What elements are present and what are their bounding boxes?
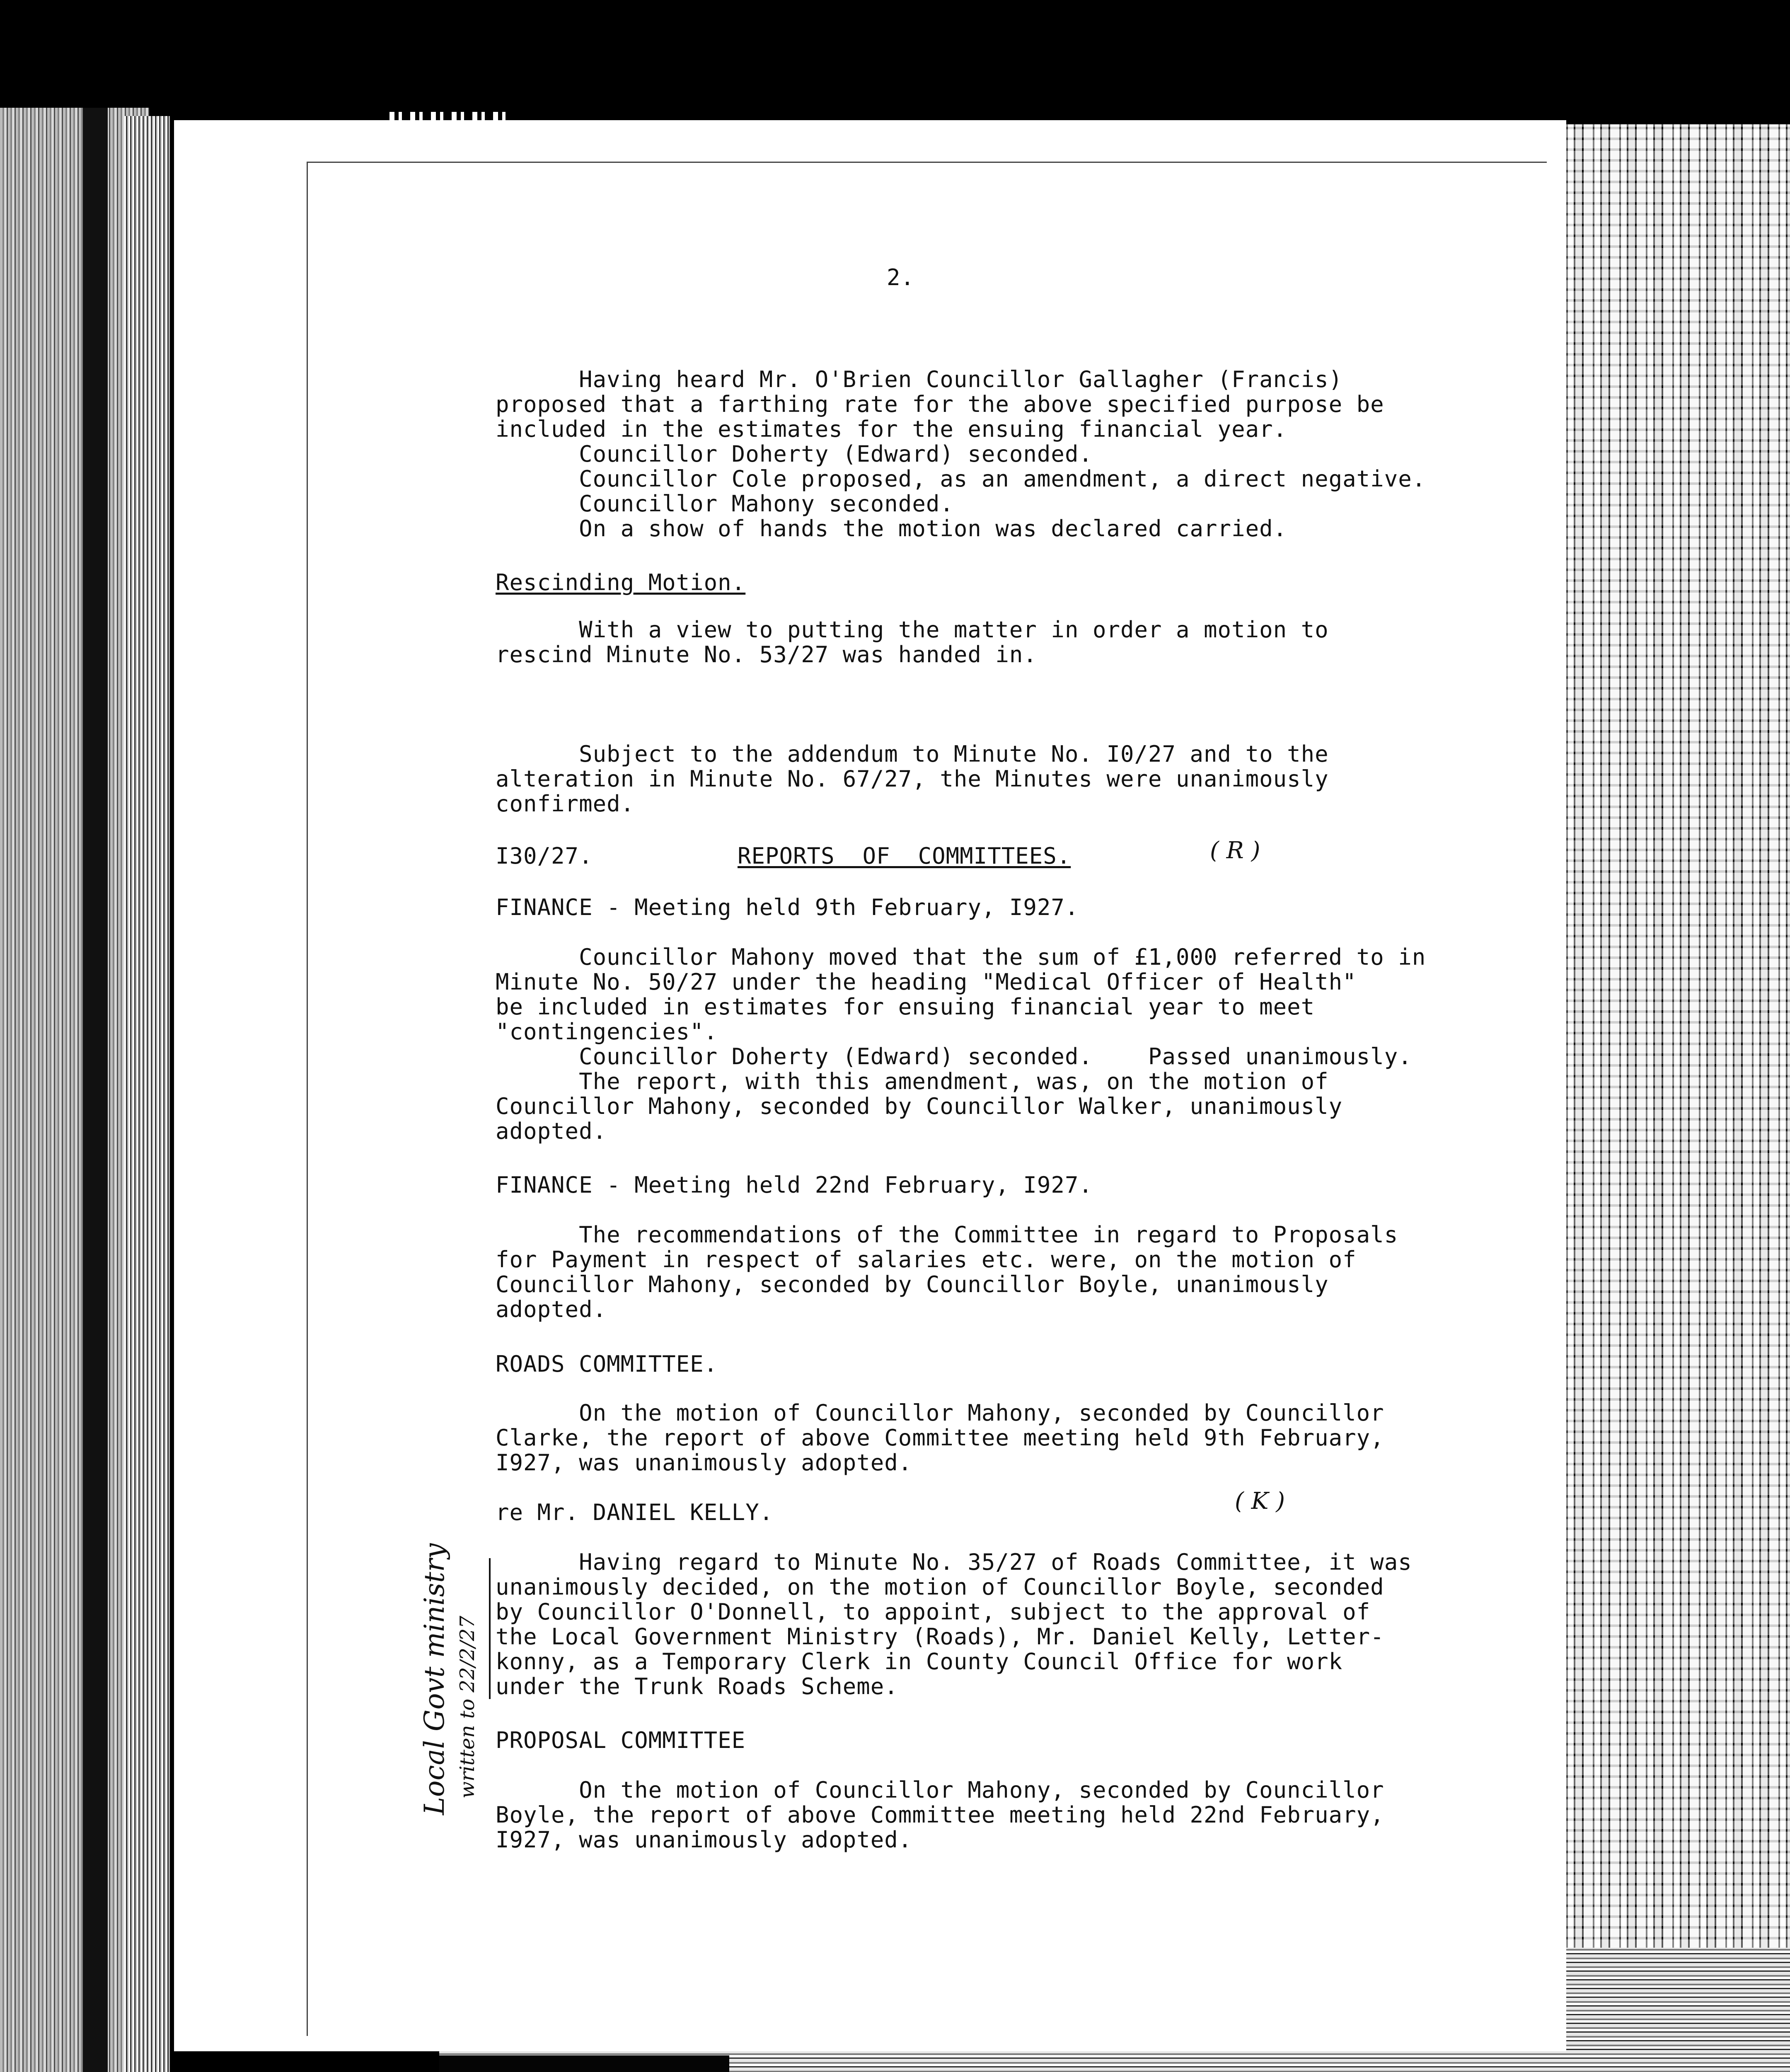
text-line: The recommendations of the Committee in regard to Proposals bbox=[496, 1222, 1398, 1248]
annotation-k: ( K ) bbox=[1235, 1488, 1285, 1515]
text-line: by Councillor O'Donnell, to appoint, subject to the approval of bbox=[496, 1599, 1371, 1625]
text-line: for Payment in respect of salaries etc. were, on the motion of bbox=[496, 1247, 1357, 1273]
heading-proposal-committee: PROPOSAL COMMITTEE bbox=[496, 1727, 746, 1753]
heading-rescinding-motion: Rescinding Motion. bbox=[496, 569, 746, 595]
text-line: I927, was unanimously adopted. bbox=[496, 1827, 912, 1853]
text-line: Having heard Mr. O'Brien Councillor Gallagher (Francis) bbox=[496, 366, 1343, 392]
text-line: Councillor Mahony moved that the sum of £1,000 referred to in bbox=[496, 944, 1426, 970]
text-line: Councillor Cole proposed, as an amendment, a direct negative. bbox=[496, 466, 1426, 492]
heading-finance-22nd-february: FINANCE - Meeting held 22nd February, I927. bbox=[496, 1172, 1093, 1198]
text-line: unanimously decided, on the motion of Councillor Boyle, seconded bbox=[496, 1574, 1384, 1600]
text-line: alteration in Minute No. 67/27, the Minutes were unanimously bbox=[496, 766, 1329, 792]
text-line: adopted. bbox=[496, 1118, 607, 1144]
text-line: confirmed. bbox=[496, 791, 635, 817]
text-line: rescind Minute No. 53/27 was handed in. bbox=[496, 641, 1037, 668]
text-line: Councillor Mahony, seconded by Councillor Boyle, unanimously bbox=[496, 1271, 1329, 1297]
scan-binding-shadow bbox=[83, 108, 108, 2072]
text-line: Councillor Mahony, seconded by Councillor Walker, unanimously bbox=[496, 1093, 1343, 1119]
margin-note bbox=[385, 1543, 510, 1815]
minute-number: I30/27. bbox=[496, 843, 593, 869]
text-line: Clarke, the report of above Committee meeting held 9th February, bbox=[496, 1425, 1384, 1451]
margin-note-line: written to 22/2/27 bbox=[456, 1615, 479, 1798]
text-line: the Local Government Ministry (Roads), Mr. Daniel Kelly, Letter- bbox=[496, 1624, 1384, 1650]
text-line: Councillor Doherty (Edward) seconded. bbox=[496, 441, 1093, 467]
text-line: included in the estimates for the ensuing financial year. bbox=[496, 416, 1287, 442]
page-edge-texture bbox=[1541, 124, 1790, 1948]
heading-roads-committee: ROADS COMMITTEE. bbox=[496, 1351, 718, 1377]
page-edge-stack-left bbox=[124, 116, 170, 2072]
binding-bottom-shadow bbox=[439, 2055, 729, 2072]
text-line: The report, with this amendment, was, on the motion of bbox=[496, 1068, 1329, 1094]
text-line: Councillor Doherty (Edward) seconded. Passed unanimously. bbox=[496, 1043, 1412, 1070]
heading-reports-of-committees: REPORTS OF COMMITTEES. bbox=[738, 843, 1071, 869]
heading-daniel-kelly: re Mr. DANIEL KELLY. bbox=[496, 1499, 774, 1525]
text-line: Having regard to Minute No. 35/27 of Roads Committee, it was bbox=[496, 1549, 1412, 1575]
text-line: adopted. bbox=[496, 1296, 607, 1322]
text-line: konny, as a Temporary Clerk in County Council Office for work bbox=[496, 1648, 1343, 1675]
text-line: Boyle, the report of above Committee meeting held 22nd February, bbox=[496, 1802, 1384, 1828]
margin-bracket bbox=[489, 1558, 491, 1699]
annotation-r: ( R ) bbox=[1210, 837, 1260, 864]
text-line: On a show of hands the motion was declared carried. bbox=[496, 516, 1287, 542]
text-line: On the motion of Councillor Mahony, seconded by Councillor bbox=[496, 1400, 1384, 1426]
margin-note-line: Local Govt ministry bbox=[418, 1543, 450, 1815]
text-line: Minute No. 50/27 under the heading "Medical Officer of Health" bbox=[496, 969, 1357, 995]
text-line: I927, was unanimously adopted. bbox=[496, 1450, 912, 1476]
heading-finance-9th-february: FINANCE - Meeting held 9th February, I927. bbox=[496, 894, 1079, 920]
text-line: be included in estimates for ensuing financial year to meet bbox=[496, 994, 1315, 1020]
text-line: Subject to the addendum to Minute No. I0/27 and to the bbox=[496, 741, 1329, 767]
text-line: proposed that a farthing rate for the above specified purpose be bbox=[496, 391, 1384, 417]
text-line: Councillor Mahony seconded. bbox=[496, 491, 954, 517]
text-line: under the Trunk Roads Scheme. bbox=[496, 1673, 898, 1699]
text-line: With a view to putting the matter in order a motion to bbox=[496, 617, 1329, 643]
text-line: On the motion of Councillor Mahony, seconded by Councillor bbox=[496, 1777, 1384, 1803]
text-line: "contingencies". bbox=[496, 1019, 718, 1045]
page-number: 2. bbox=[887, 264, 915, 290]
